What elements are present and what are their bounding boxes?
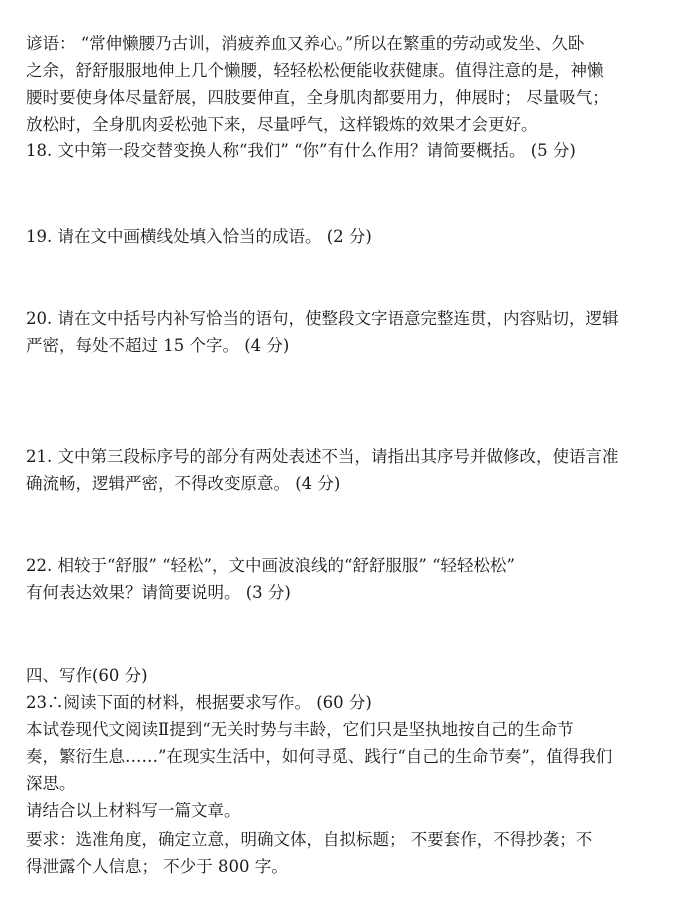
question-23-instruction: 请结合以上材料写一篇文章。: [26, 801, 241, 820]
question-22-line-2: 有何表达效果？请简要说明。 (3 分): [26, 583, 291, 602]
question-21-line-1: 21. 文中第三段标序号的部分有两处表述不当，请指出其序号并做修改，使语言准: [26, 447, 619, 466]
intro-line-3: 腰时要使身体尽量舒展，四肢要伸直，全身肌肉都要用力，伸展时； 尽量吸气；: [26, 88, 609, 107]
question-22-line-1: 22. 相较于“舒服” “轻松”，文中画波浪线的“舒舒服服” “轻轻松松”: [26, 556, 515, 575]
question-20-line-1: 20. 请在文中括号内补写恰当的语句，使整段文字语意完整连贯，内容贴切，逻辑: [26, 309, 619, 328]
question-23-requirement-line-1: 要求：选准角度，确定立意，明确文体，自拟标题； 不要套作，不得抄袭；不: [26, 830, 593, 849]
question-19: 19. 请在文中画横线处填入恰当的成语。 (2 分): [26, 227, 372, 246]
question-18: 18. 文中第一段交替变换人称“我们” “你”有什么作用？请简要概括。 (5 分): [26, 141, 576, 160]
question-23-material-line-1: 本试卷现代文阅读Ⅱ提到“无关时势与丰龄，它们只是坚执地按自己的生命节: [26, 720, 574, 739]
question-20-line-2: 严密，每处不超过 15 个字。 (4 分): [26, 336, 290, 355]
question-21-line-2: 确流畅，逻辑严密，不得改变原意。 (4 分): [26, 474, 341, 493]
intro-line-2: 之余，舒舒服服地伸上几个懒腰，轻轻松松便能收获健康。值得注意的是，神懒: [26, 61, 604, 80]
section-heading: 四、写作(60 分): [26, 666, 148, 685]
question-23-requirement-line-2: 得泄露个人信息； 不少于 800 字。: [26, 857, 288, 876]
question-23-title: 23∴阅读下面的材料，根据要求写作。 (60 分): [26, 693, 372, 712]
question-23-material-line-3: 深思。: [26, 774, 76, 793]
intro-line-4: 放松时，全身肌肉妥松弛下来，尽量呼气，这样锻炼的效果才会更好。: [26, 115, 538, 134]
intro-line-1: 谚语： “常伸懒腰乃古训，消疲养血又养心。”所以在繁重的劳动或发坐、久卧: [26, 34, 585, 53]
question-23-material-line-2: 奏，繁衍生息……”在现实生活中，如何寻觅、践行“自己的生命节奏”，值得我们: [26, 747, 613, 766]
